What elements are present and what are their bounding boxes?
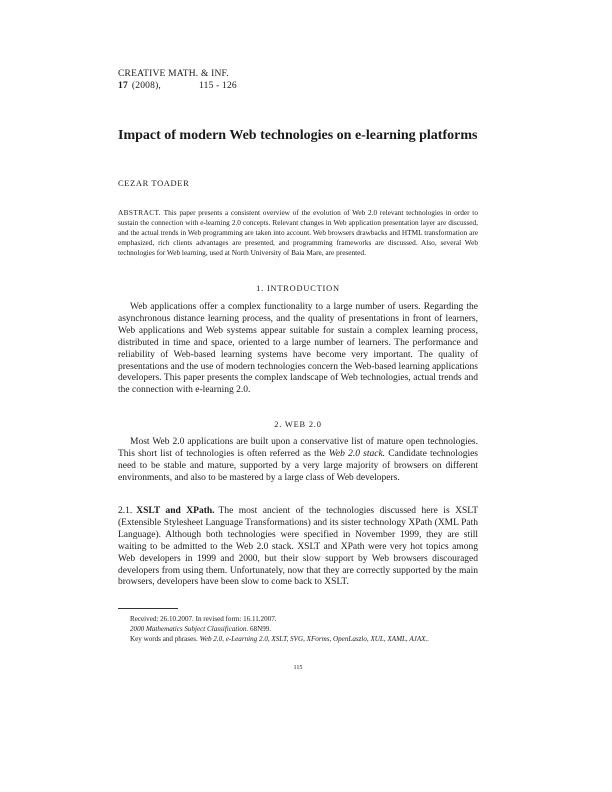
page-number: 115: [293, 664, 303, 671]
paper-title: Impact of modern Web technologies on e-learning platforms: [118, 128, 478, 143]
abstract: [118, 208, 478, 258]
introduction-text: Web applications offer a complex functionality to a large number of users. Regarding the asynchronous distance learning process, and the quality of presentations in front of learners, Web applications and Web systems appear suitable for sustain a complex learning process, distributed in time and space, oriented to a large number of learners. The performance and reliability of Web-based learning systems have become very important. The quality of presentations and the use of modern technologies concern the Web-based learning applications developers. This paper presents the complex landscape of Web technologies, actual trends and the connection with e-learning 2.0.: [118, 302, 478, 396]
abstract-label: ABSTRACT.: [118, 208, 161, 217]
footnote-keywords-list: Web 2.0, e-Learning 2.0, XSLT, SVG, XForms, OpenLaszlo, XUL, XAML, AJAX..: [199, 635, 430, 643]
subsection-number: 2.1.: [118, 506, 133, 516]
journal-volume: 17: [118, 81, 128, 91]
journal-header: [118, 68, 478, 92]
subsection-title: XSLT and XPath.: [136, 506, 215, 516]
introduction-paragraph: [118, 302, 478, 397]
journal-name: CREATIVE MATH. & INF.: [118, 69, 229, 79]
subsection-xslt-paragraph: [118, 506, 478, 589]
section-heading-web20: 2. WEB 2.0: [274, 420, 322, 429]
journal-pages: 115 - 126: [199, 81, 237, 91]
footnote-received: Received: 26.10.2007. In revised form: 16.11.2007.: [130, 615, 277, 623]
section-heading-introduction: 1. INTRODUCTION: [256, 284, 340, 293]
web20-paragraph: [118, 437, 478, 485]
footnote-rule: [118, 608, 178, 609]
author-name: CEZAR TOADER: [118, 178, 190, 188]
footnote-keywords: [118, 634, 478, 644]
web20-text-italic: Web 2.0 stack.: [328, 448, 386, 459]
subsection-text: The most ancient of the technologies discussed here is XSLT (Extensible Stylesheet Language Transformations) and its sister technology XPath (XML Path Language). Although both technologies were specified in November 1999, they are still waiting to be admitted to the Web 2.0 stack. XSLT and XPath were very hot topics among Web developers in 1999 and 2000, but their slow support by Web browsers discouraged developers from using them. Unfortunately, now that they are correctly supported by the main browsers, developers have been slow to come back to XSLT.: [118, 506, 478, 588]
paper-page: [118, 68, 478, 671]
web20-text-after: Candidate technologies need to be stable and mature, supported by a very large majority of browsers on different environments, and also to be mastered by a large class of Web developers.: [118, 448, 478, 483]
web20-text-before: Most Web 2.0 applications are built upon a conservative list of mature open technologies. This short list of technologies is often referred as the: [118, 437, 478, 459]
footnote-keywords-label: Key words and phrases.: [130, 635, 198, 643]
footnote-msc: [118, 624, 478, 634]
journal-year: (2008),: [131, 81, 162, 91]
footnote-msc-code: 68N99.: [250, 625, 272, 633]
journal-issue-line: [118, 80, 478, 92]
abstract-text: This paper presents a consistent overview of the evolution of Web 2.0 relevant technologies in order to sustain the connection with e-learning 2.0 concepts. Relevant changes in Web application presentation layer are discussed, and the actual trends in Web programming are taken into account. Web browsers drawbacks and HTML transformation are emphasized, rich clients advantages are presented, and programming frameworks are discussed. Also, several Web technologies for Web learning, used at North University of Baia Mare, are presented.: [118, 208, 478, 257]
footnotes: [118, 614, 478, 644]
footnote-msc-label: 2000 Mathematics Subject Classification.: [130, 625, 249, 633]
